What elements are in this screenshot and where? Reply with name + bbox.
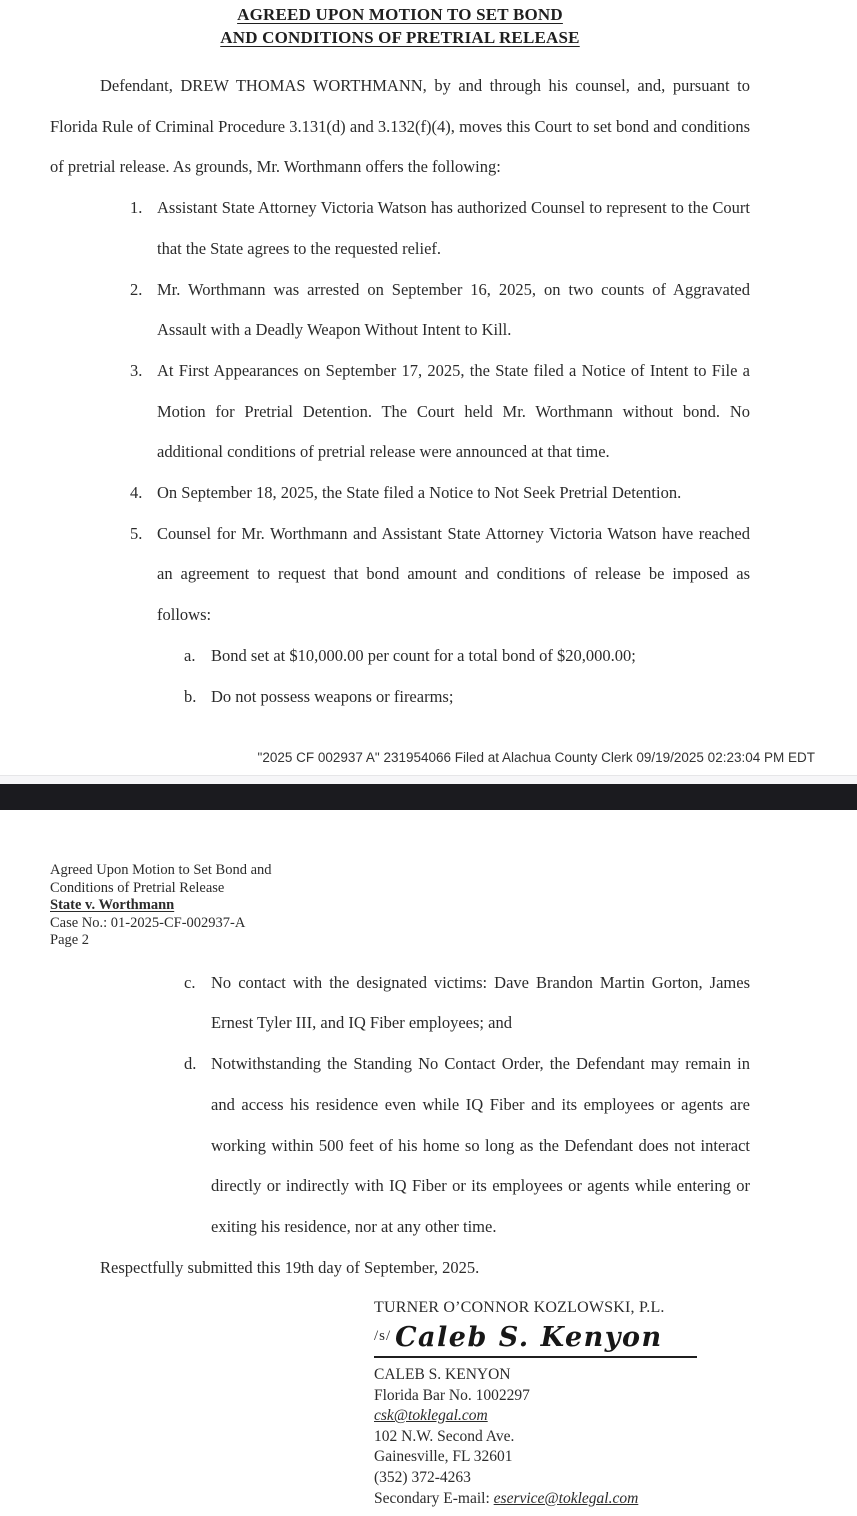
sub-item-a [50,636,750,677]
phone-number: (352) 372-4263 [374,1468,471,1486]
sub-item-text: Bond set at $10,000.00 per count for a total bond of $20,000.00; [211,645,636,665]
intro-paragraph: Defendant, DREW THOMAS WORTHMANN, by and through his counsel, and, pursuant to Florida Rule of Criminal Procedure 3.131(d) and 3.132(f)(4), moves this Court to set bond and conditions of pretrial release. As grounds, Mr. Worthmann offers the following: [50,76,750,177]
numbered-list [50,188,750,636]
email-row [374,1406,750,1427]
list-item-number: 4. [130,483,143,503]
list-item-text: On September 18, 2025, the State filed a Notice to Not Seek Pretrial Detention. [157,483,682,503]
signature-line [374,1322,697,1358]
list-item-4 [50,473,750,514]
sub-item-d [50,1044,750,1248]
viewer-gap-bar [0,784,857,810]
attorney-name: CALEB S. KENYON [374,1365,511,1383]
document-title [50,0,750,49]
sub-item-letter: b. [184,686,197,706]
sub-item-text: Notwithstanding the Standing No Contact Order, the Defendant may remain in and access his residence even while IQ Fiber and its employees or agents are working within 500 feet of his home so long as the Defendant does not interact directly or indirectly with IQ Fiber or its employees or agents while entering or exiting his residence, nor at any other time. [211,1054,750,1236]
page-separator [0,775,857,810]
list-item-3 [50,351,750,473]
list-item-2 [50,270,750,351]
title-line-1: AGREED UPON MOTION TO SET BOND [237,5,563,24]
sub-item-text: Do not possess weapons or firearms; [211,686,454,706]
header-doc-title-line-2: Conditions of Pretrial Release [50,879,225,896]
header-doc-title-line-1: Agreed Upon Motion to Set Bond and [50,862,272,879]
address-line-1: 102 N.W. Second Ave. [374,1427,515,1445]
page2-header [50,862,750,950]
sub-item-letter: c. [184,972,196,992]
case-name: State v. Worthmann [50,897,175,914]
sub-item-c [50,963,750,1044]
closing-line: Respectfully submitted this 19th day of September, 2025. [100,1257,480,1277]
lettered-sublist-cd [50,963,750,1248]
list-item-text: At First Appearances on September 17, 2025, the State filed a Notice of Intent to File a Motion for Pretrial Detention. The Court held Mr. Worthmann without bond. No additional conditions of pretrial release were announced at that time. [157,360,750,462]
sub-item-letter: d. [184,1054,197,1074]
bar-number: Florida Bar No. 1002297 [374,1386,530,1404]
list-item-1 [50,188,750,269]
sub-item-letter: a. [184,645,196,665]
sub-item-text: No contact with the designated victims: Dave Brandon Martin Gorton, James Ernest Tyler III, and IQ Fiber employees; and [211,972,750,1033]
secondary-email-label: Secondary E-mail: [374,1489,494,1507]
handwritten-signature: Caleb S. Kenyon [395,1322,663,1354]
page-edge-strip [0,775,857,784]
s-slash-mark: /s/ [374,1328,392,1345]
secondary-email-link[interactable]: eservice@toklegal.com [493,1489,639,1507]
page-number-label: Page 2 [50,932,90,949]
list-item-number: 2. [130,279,143,299]
list-item-number: 3. [130,360,143,380]
secondary-email-row [374,1489,750,1510]
law-firm-name: TURNER O’CONNOR KOZLOWSKI, P.L. [374,1299,665,1317]
title-line-2: AND CONDITIONS OF PRETRIAL RELEASE [220,28,580,47]
lettered-sublist-ab [50,636,750,717]
list-item-5 [50,514,750,636]
sub-item-b [50,677,750,718]
page-2 [0,862,857,1509]
primary-email-link[interactable]: csk@toklegal.com [374,1407,488,1425]
clerk-filing-stamp: "2025 CF 002937 A" 231954066 Filed at Alachua County Clerk 09/19/2025 02:23:04 PM EDT [257,750,815,766]
list-item-number: 1. [130,198,143,218]
case-number: Case No.: 01-2025-CF-002937-A [50,914,246,931]
list-item-text: Counsel for Mr. Worthmann and Assistant State Attorney Victoria Watson have reached an agreement to request that bond amount and conditions of release be imposed as follows: [157,523,750,625]
list-item-text: Assistant State Attorney Victoria Watson has authorized Counsel to represent to the Court that the State agrees to the requested relief. [157,198,750,258]
list-item-number: 5. [130,523,143,543]
list-item-text: Mr. Worthmann was arrested on September 16, 2025, on two counts of Aggravated Assault with a Deadly Weapon Without Intent to Kill. [157,279,750,340]
address-line-2: Gainesville, FL 32601 [374,1448,513,1466]
signature-block [374,1297,750,1509]
